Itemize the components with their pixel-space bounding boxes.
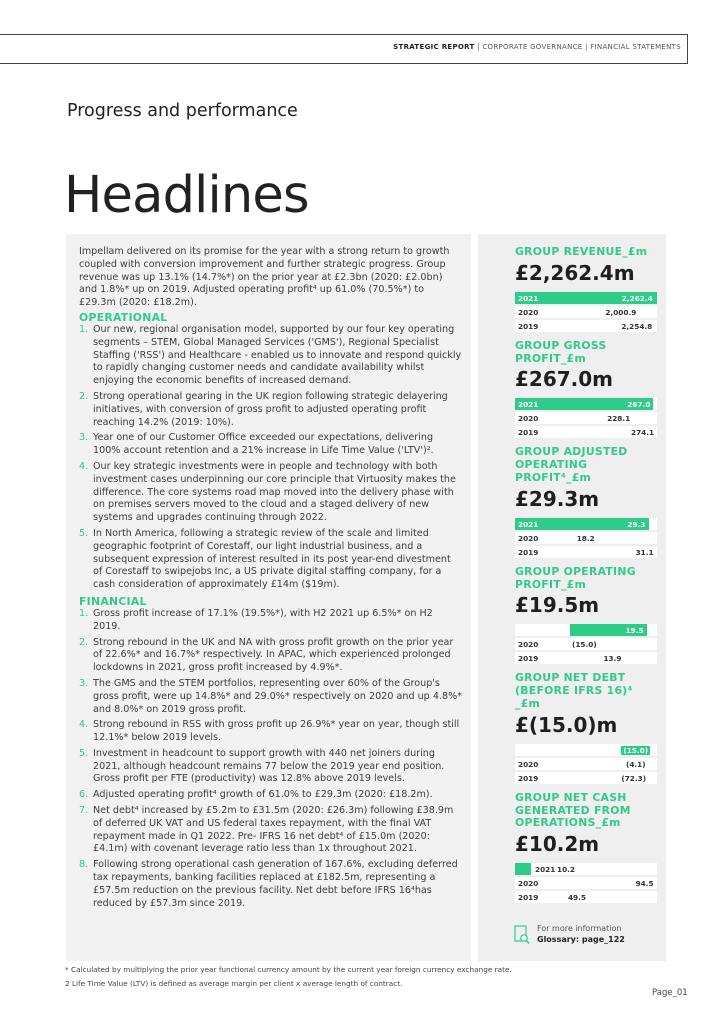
kpi-bar-value: 2,254.8 (621, 321, 653, 331)
kpi-bar-year: 2019 (518, 428, 539, 438)
kpi-block (515, 566, 657, 665)
list-item (79, 324, 462, 388)
kpi-bar-row (515, 891, 657, 903)
kpi-value: £267.0m (515, 367, 614, 392)
kpi-value: £29.3m (515, 486, 600, 511)
kpi-bar-row (515, 772, 657, 784)
glossary-line1: For more information (537, 924, 622, 933)
kpi-bar-row (515, 546, 657, 558)
kpi-bar-row (515, 320, 657, 332)
page-subtitle: Progress and performance (67, 101, 298, 121)
main-text-panel (66, 234, 471, 961)
list-item (79, 719, 462, 745)
financial-list (79, 608, 462, 911)
kpi-bar-row (515, 863, 657, 875)
kpi-bar-value: 10.2 (557, 865, 576, 875)
list-item-text: Strong rebound in RSS with gross profit up 26.9%* year on year, though still 12.1%* below 2019 levels. (93, 719, 460, 744)
kpi-bar-value: (72.3) (621, 773, 647, 783)
kpi-label: GROUP NET DEBT (BEFORE IFRS 16)⁴ _£m (515, 671, 633, 710)
kpi-bar-year: 2020 (518, 640, 539, 650)
list-item-number: 1. (79, 323, 89, 335)
list-item (79, 789, 462, 802)
kpi-bar-row (515, 744, 657, 756)
list-item-text: Strong operational gearing in the UK region following strategic delayering initiatives, with conversion of gross profit to adjusted operating profit reaching 14.2% (2019: 10%). (93, 390, 448, 428)
kpi-bar-value: 2,262.4 (621, 293, 653, 303)
operational-list (79, 324, 462, 592)
page-title: Headlines (64, 166, 309, 225)
kpi-value: £10.2m (515, 832, 600, 857)
list-item (79, 391, 462, 429)
kpi-bar-row (515, 518, 657, 530)
kpi-bar-year: 2021 (518, 519, 539, 529)
kpi-bar-year: 2020 (518, 307, 539, 317)
intro-paragraph: Impellam delivered on its promise for the year with a strong return to growth coupled with conversion improvement and further strategic progress. Group revenue was up 13.1% (14.7%*) on the prior year at £2.3bn (2020: £2.0bn) and 1.8%* up on 2019. Adjusted operating profit⁴ up 61.0% (70.5%*) to £29.3m (2020: £18.2m). (79, 246, 450, 309)
operational-heading: OPERATIONAL (79, 310, 168, 324)
list-item (79, 528, 462, 592)
list-item-number: 1. (79, 607, 89, 619)
kpi-bar-row (515, 652, 657, 664)
kpi-bar-year: 2020 (518, 759, 539, 769)
list-item (79, 432, 462, 458)
kpi-bar-chart (515, 624, 657, 664)
kpi-bar-chart (515, 292, 657, 332)
kpi-bar-row (515, 624, 657, 636)
kpi-bar-year: 2019 (518, 654, 539, 664)
kpi-value: £(15.0)m (515, 712, 618, 737)
list-item-text: Our key strategic investments were in people and technology with both investment cases underpinning our core principle that Virtuosity makes the difference. The core systems road map moved into the delivery phase with on premises servers moved to the cloud and a staged delivery of new systems and upgrades continuing through 2022. (93, 460, 456, 524)
list-item (79, 678, 462, 716)
list-item-number: 4. (79, 719, 89, 731)
kpi-bar-year: 2020 (518, 414, 539, 424)
list-item-number: 5. (79, 747, 89, 759)
kpi-bar-value: 18.2 (576, 533, 595, 543)
list-item (79, 805, 462, 856)
kpi-block (515, 446, 657, 557)
kpi-bar (515, 863, 531, 875)
financial-heading: FINANCIAL (79, 594, 147, 608)
list-item (79, 637, 462, 675)
kpi-bar-year: 2019 (518, 893, 539, 903)
kpi-bar-value: 228.1 (607, 414, 631, 424)
kpi-bar-chart (515, 863, 657, 903)
nav-strategic-report[interactable]: STRATEGIC REPORT (393, 43, 475, 51)
nav-other-sections[interactable]: | CORPORATE GOVERNANCE | FINANCIAL STATEMENTS (474, 43, 681, 51)
kpi-bar-value: 267.0 (627, 400, 651, 410)
kpi-bar-row (515, 398, 657, 410)
list-item-text: Following strong operational cash generation of 167.6%, excluding deferred tax repayments, banking facilities replaced at £182.5m, representing a £57.5m reduction on the previous facility. Net debt before IFRS 16⁴has reduced by £57.3m since 2019. (93, 859, 458, 909)
list-item-text: Year one of our Customer Office exceeded our expectations, delivering 100% account retention and a 21% increase in Life Time Value ('LTV')². (93, 432, 434, 457)
page-number: Page_01 (652, 988, 688, 998)
list-item-number: 4. (79, 460, 89, 472)
kpi-bar-value: 19.5 (625, 626, 644, 636)
kpi-bar-chart (515, 744, 657, 784)
list-item-number: 3. (79, 677, 89, 689)
list-item-text: Our new, regional organisation model, supported by our four key operating segments – STEM, Global Managed Services ('GMS'), Regional Specialist Staffing ('RSS') and Healthcare - enabled us to innovate and respond quickly to rapidly changing customer needs and candidate availability whilst enjoying the economic benefits of increased demand. (93, 323, 462, 387)
list-item-text: Investment in headcount to support growth with 440 net joiners during 2021, although headcount remains 77 below the 2019 year end position. Gross profit per FTE (productivity) was 12.8% above 2019 levels. (93, 747, 445, 785)
kpi-bar-row (515, 877, 657, 889)
kpi-bar-year: 2019 (518, 547, 539, 557)
list-item-number: 7. (79, 805, 89, 817)
document-search-icon (514, 925, 530, 945)
kpi-bar-row (515, 532, 657, 544)
kpi-label: GROUP NET CASH GENERATED FROM OPERATIONS_£m (515, 790, 631, 830)
list-item-number: 6. (79, 789, 89, 801)
kpi-bar-year: 2019 (518, 321, 539, 331)
kpi-bar-row (515, 306, 657, 318)
kpi-bar-year: 2021 (518, 400, 539, 410)
list-item-number: 8. (79, 859, 89, 871)
kpi-block (515, 340, 657, 439)
kpi-label: GROUP GROSS PROFIT_£m (515, 338, 607, 365)
kpi-value: £2,262.4m (515, 260, 635, 285)
glossary-line2[interactable]: Glossary: page_122 (537, 935, 625, 944)
kpi-bar-value: 2,000.9 (605, 307, 637, 317)
kpi-bar-row (515, 758, 657, 770)
kpi-bar-value: 274.1 (631, 428, 655, 438)
kpi-bar-value: 31.1 (635, 547, 654, 557)
list-item (79, 461, 462, 525)
kpi-bar-year: 2021 (518, 293, 539, 303)
list-item (79, 859, 462, 910)
kpi-bar-row (515, 292, 657, 304)
list-item-text: Adjusted operating profit⁴ growth of 61.0% to £29.3m (2020: £18.2m). (93, 789, 433, 801)
kpi-bar-value: (4.1) (626, 759, 646, 769)
kpi-bar-row (515, 412, 657, 424)
kpi-block (515, 672, 657, 783)
kpi-bar-value: 29.3 (627, 519, 646, 529)
kpi-bar-year: 2020 (518, 879, 539, 889)
kpi-bar-year: 2021 (518, 745, 539, 755)
list-item-text: Net debt⁴ increased by £5.2m to £31.5m (2020: £26.3m) following £38.9m of deferred UK VAT and US federal taxes repayment, with the final VAT repayment made in Q1 2022. Pre- IFRS 16 net debt⁴ of £15.0m (2020: £4.1m) with covenant leverage ratio less than 1x throughout 2021. (93, 805, 454, 855)
kpi-bar-row (515, 638, 657, 650)
list-item-text: In North America, following a strategic review of the scale and limited geographic footprint of Corestaff, our light industrial business, and a subsequent expression of interest resulted in its post year-end divestment of Corestaff to swipejobs Inc, a US private digital staffing company, for a cash consideration of approximately £14m ($19m). (93, 527, 451, 591)
kpi-bar-value: 13.9 (603, 654, 622, 664)
kpi-label: GROUP OPERATING PROFIT_£m (515, 564, 636, 591)
kpi-bar-row (515, 426, 657, 438)
list-item-text: The GMS and the STEM portfolios, representing over 60% of the Group's gross profit, were up 14.8%* and 29.0%* respectively on 2020 and up 4.8%* and 8.0%* on 2019 gross profit. (93, 677, 462, 715)
kpi-bar-year: 2020 (518, 533, 539, 543)
kpi-bar-year: 2021 (535, 865, 556, 875)
footnote-2: 2 Life Time Value (LTV) is defined as average margin per client x average length of contract. (65, 979, 403, 988)
footnote-1: * Calculated by multiplying the prior year functional currency amount by the current year foreign currency exchange rate. (65, 965, 512, 974)
kpi-sidebar (478, 234, 666, 961)
list-item-number: 3. (79, 432, 89, 444)
kpi-bar-year: 2021 (518, 626, 539, 636)
kpi-bar-value: 49.5 (567, 893, 586, 903)
kpi-bar-value: (15.0) (572, 640, 597, 650)
kpi-bar-value: 94.5 (635, 879, 654, 889)
kpi-bar-chart (515, 518, 657, 558)
kpi-block (515, 246, 657, 332)
list-item (79, 608, 462, 634)
list-item-number: 5. (79, 527, 89, 539)
list-item-number: 2. (79, 390, 89, 402)
section-nav (393, 43, 681, 51)
kpi-bar-year: 2019 (518, 773, 539, 783)
kpi-value: £19.5m (515, 593, 600, 618)
kpi-label: GROUP ADJUSTED OPERATING PROFIT⁴_£m (515, 445, 628, 484)
list-item-number: 2. (79, 636, 89, 648)
list-item (79, 748, 462, 786)
list-item-text: Strong rebound in the UK and NA with gross profit growth on the prior year of 22.6%* and 16.7%* respectively. In APAC, which experienced prolonged lockdowns in 2021, gross profit increased by 4.9%*. (93, 636, 454, 674)
kpi-label: GROUP REVENUE_£m (515, 245, 648, 258)
list-item-text: Gross profit increase of 17.1% (19.5%*), with H2 2021 up 6.5%* on H2 2019. (93, 607, 433, 632)
glossary-link[interactable] (514, 923, 654, 949)
header-bar (0, 34, 688, 64)
kpi-block (515, 792, 657, 903)
kpi-bar-chart (515, 398, 657, 438)
kpi-bar-value: (15.0) (623, 745, 649, 755)
